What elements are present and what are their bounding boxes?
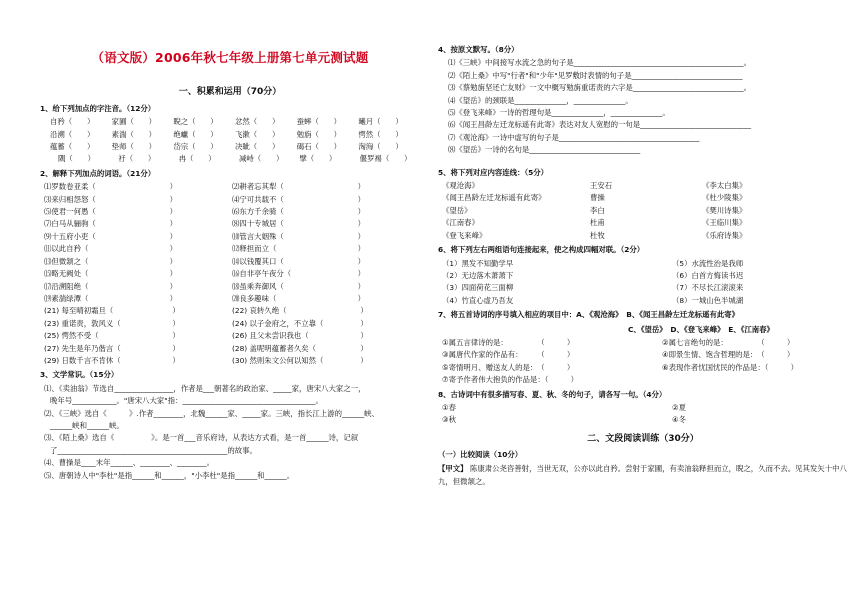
q1-row — [40, 116, 420, 128]
q5-list — [438, 180, 848, 242]
q1-row — [40, 129, 420, 141]
classify-item: ③属唐代作家的作品有： （ ） — [442, 350, 575, 360]
classify-item: ④即景生情、饱含哲理的是： （ ） — [662, 350, 795, 360]
pinyin-item: 冉（ ） — [178, 154, 216, 164]
q2-row — [40, 355, 420, 367]
classify-row — [438, 349, 848, 361]
classify-item: ⑥表现作者忧国忧民的作品是：（ ） — [662, 362, 798, 372]
match-item: 《闻王昌龄左迁龙标遥有此寄》 — [442, 193, 546, 203]
couplet-item: （7）不尽长江滚滚来 — [672, 283, 744, 293]
q2-row — [40, 343, 420, 355]
match-item: 曹操 — [590, 193, 605, 203]
definition-item: (29) 日数千言不肯休（ ） — [44, 355, 180, 365]
couplet-item: （8）一城山色半城湖 — [672, 295, 744, 305]
pinyin-item: 曦月（ ） — [358, 117, 403, 127]
definition-item: ⑼十五府小吏（ ） — [44, 231, 178, 241]
q8-heading: 8、古诗词中有很多描写春、夏、秋、冬的句子，请各写一句。（4分） — [438, 389, 667, 399]
literature-line: ⑶、《陌上桑》选自《 》。是一首___音乐府诗，从表达方式看，是一首______诗，记叙 — [44, 433, 359, 443]
q1-grid — [40, 116, 420, 166]
match-item: 杜甫 — [590, 218, 605, 228]
season-item: ①春 — [442, 402, 457, 412]
definition-item: ⒃自非亭午夜分（ ） — [232, 269, 366, 279]
pinyin-item: 洶洶（ ） — [358, 142, 403, 152]
definition-item: ⑺白马从骊驹（ ） — [44, 219, 178, 229]
dictation-line: ⑸《登飞来峰》一诗的哲理句是______________，______________。 — [448, 108, 670, 118]
definition-item: (23) 重诺责，敦风义（ ） — [44, 318, 180, 328]
dictation-line: ⑺《观沧海》一诗中虚写的句子是______________________________________ — [448, 132, 700, 142]
q1-heading: 1、给下列加点的字注音。（12分） — [40, 103, 156, 113]
pinyin-item: 垫师（ ） — [111, 142, 157, 152]
q2-row — [40, 181, 420, 193]
definition-item: (27) 先生是年乃偕言（ ） — [44, 343, 180, 353]
q2-list — [40, 181, 420, 367]
match-row — [438, 205, 848, 217]
passage-text: 陈康肃公尧咨善射，当世无双，公亦以此自矜。尝射于家圃，有卖油翁释担而立，睨之，久而不去。见其发矢十中八九，但微颔之。 — [438, 463, 847, 486]
couplet-item: （6）白首方悔读书迟 — [672, 270, 744, 280]
match-item: 王安石 — [590, 181, 613, 191]
q1-row — [40, 153, 420, 165]
match-item: 《望岳》 — [442, 205, 472, 215]
right-column — [438, 0, 848, 488]
q7-heading: 7、将五首诗词的序号填入相应的项目中：A、《观沧海》 B、《闻王昌龄左迁龙标遥有此寄》 — [438, 310, 740, 320]
match-row — [438, 217, 848, 229]
literature-line: 晚年号____________。"唐宋八大家"指：____________________________________。 — [50, 396, 323, 406]
pinyin-item: 素湍（ ） — [111, 129, 157, 139]
dictation-line: ⑶《蔡勉旃坚还亡友财》一文中概写勉旃重诺责的六字是______________________________。 — [448, 83, 752, 93]
match-item: 《登飞来峰》 — [442, 230, 487, 240]
definition-item: ⒇良多趣味（ ） — [232, 293, 366, 303]
section2-heading: 二、文段阅读训练（30分） — [587, 433, 699, 444]
dictation-line: ⑻《望岳》一诗的名句是______________________________ — [448, 145, 641, 155]
q2-row — [40, 318, 420, 330]
definition-item: ⑾以此自矜（ ） — [44, 244, 178, 254]
couplet-row — [438, 270, 848, 282]
definition-item: (24) 以子金府之，不立靠（ ） — [232, 318, 368, 328]
match-item: 《杜少陵集》 — [702, 193, 747, 203]
classify-row — [438, 362, 848, 374]
definition-item: ⒂略无阙处（ ） — [44, 269, 178, 279]
literature-line: 了______________________________________________的故事。 — [50, 445, 257, 455]
pinyin-item: 减峙（ ） — [238, 154, 284, 164]
match-item: 《王临川集》 — [702, 218, 747, 228]
pinyin-item: 蚕蟀（ ） — [296, 117, 342, 127]
q2-row — [40, 256, 420, 268]
literature-line: ⑵、《三峡》选自《 》.作者________，北魏______家、_____家。三峡，指长江上游的______峡、 — [44, 408, 379, 418]
q6-list — [438, 258, 848, 308]
match-item: 《乐府诗集》 — [702, 230, 747, 240]
pinyin-item: 忿然（ ） — [235, 117, 280, 127]
q5-heading: 5、将下列对应内容连线：（5分） — [438, 167, 549, 177]
definition-item: ⑻四十专城居（ ） — [232, 219, 366, 229]
definition-item: (25) 愕然不受（ ） — [44, 331, 180, 341]
dictation-line: ⑵《陌上桑》中写"行者"和"少年"见罗敷时表情的句子是______________________________ — [448, 70, 743, 80]
definition-item: (30) 然则朱文公何以知然（ ） — [232, 355, 368, 365]
pinyin-item: 绝巘（ ） — [173, 129, 218, 139]
pinyin-item: 衧（ ） — [118, 154, 156, 164]
q2-row — [40, 268, 420, 280]
left-column — [40, 0, 420, 482]
section1-heading: 一、积累和运用（70分） — [178, 87, 282, 98]
q2-row — [40, 206, 420, 218]
match-item: 杜牧 — [590, 230, 605, 240]
classify-item: ①属五言律诗的是： （ ） — [442, 337, 575, 347]
couplet-row — [438, 295, 848, 307]
classify-row — [438, 337, 848, 349]
match-item: 李白 — [590, 205, 605, 215]
q7-last: ⑦寄予作者伟大抱负的作品是：（ ） — [442, 375, 578, 385]
definition-item: ⑸使君一何愚（ ） — [44, 207, 178, 217]
pinyin-item: 飞漱（ ） — [235, 129, 280, 139]
dictation-line: ⑴《三峡》中间接写水流之急的句子是______________________________________________。 — [448, 58, 752, 68]
definition-item: ⑵耕者忘其犁（ ） — [232, 182, 366, 192]
q1-row — [40, 141, 420, 153]
pinyin-item: 决眦（ ） — [235, 142, 280, 152]
match-item: 《李太白集》 — [702, 181, 747, 191]
definition-item: ⑽管言大姻殊（ ） — [232, 231, 366, 241]
q3-list — [40, 383, 420, 482]
section2-sub-heading: （一）比较阅读（10分） — [438, 450, 523, 460]
couplet-item: （1）黑发不知勤学早 — [442, 258, 514, 268]
definition-item: ⒆素湍绿潭（ ） — [44, 293, 178, 303]
season-row — [438, 402, 848, 414]
q2-heading: 2、解释下列加点的词语。（21分） — [40, 168, 156, 178]
definition-item: ⒁以钱覆其口（ ） — [232, 256, 366, 266]
match-row — [438, 230, 848, 242]
pinyin-item: 偃罗裼（ ） — [359, 154, 412, 164]
definition-item: ⒀但微颔之（ ） — [44, 256, 178, 266]
q2-row — [40, 243, 420, 255]
pinyin-item: 岱宗（ ） — [173, 142, 218, 152]
definition-item: ⑹东方千余骑（ ） — [232, 207, 366, 217]
definition-item: ⒄沿溯阻绝（ ） — [44, 281, 178, 291]
season-item: ②夏 — [672, 402, 687, 412]
pinyin-item: 自矜（ ） — [50, 117, 95, 127]
dictation-line: ⑷《望岳》的颈联是______________，______________。 — [448, 95, 633, 105]
match-row — [438, 192, 848, 204]
literature-line: ⑸、唐朝诗人中"李杜"是指______和______，"小李杜"是指______和______。 — [44, 470, 295, 480]
dictation-line: ⑹《闻王昌龄左迁龙标遥有此寄》表达对友人宽慰的一句是______________________________ — [448, 120, 752, 130]
definition-item: (26) 且父未尝识我也（ ） — [232, 331, 368, 341]
definition-item: (28) 盖呢明蕴蓄者久矣（ ） — [232, 343, 368, 353]
classify-item: ②属七言绝句的是： （ ） — [662, 337, 795, 347]
definition-item: ⑿释担而立（ ） — [232, 244, 366, 254]
classify-item: ⑤寄情明月、赠送友人的是： （ ） — [442, 362, 575, 372]
definition-item: ⑶来归相怨怒（ ） — [44, 194, 178, 204]
pinyin-item: 家圃（ ） — [111, 117, 157, 127]
q2-row — [40, 231, 420, 243]
pinyin-item: 擘（ ） — [299, 154, 337, 164]
literature-line: ______峡和______峡。 — [50, 420, 124, 430]
match-row — [438, 180, 848, 192]
season-item: ③秋 — [442, 415, 457, 425]
couplet-row — [438, 282, 848, 294]
match-item: 《观沧海》 — [442, 181, 479, 191]
pinyin-item: 愕然（ ） — [358, 129, 403, 139]
definition-item: (22) 哀转久绝（ ） — [232, 306, 368, 316]
definition-item: ⒅虽乘奔御风（ ） — [232, 281, 366, 291]
q2-row — [40, 293, 420, 305]
q8-list — [438, 402, 848, 427]
q6-heading: 6、将下列左右两组语句连接起来，使之构成四幅对联。（2分） — [438, 245, 645, 255]
q2-row — [40, 281, 420, 293]
pinyin-item: 隅（ ） — [58, 154, 95, 164]
couplet-item: （4）竹直心虚乃吾友 — [442, 295, 514, 305]
pinyin-item: 睨之（ ） — [173, 117, 218, 127]
couplet-row — [438, 258, 848, 270]
match-item: 《江南春》 — [442, 218, 479, 228]
definition-item: ⑴罗数卷亚柔（ ） — [44, 182, 178, 192]
couplet-item: （3）四面荷花三面柳 — [442, 283, 514, 293]
q4-heading: 4、按原文默写。（8分） — [438, 45, 519, 54]
q2-row — [40, 218, 420, 230]
season-row — [438, 414, 848, 426]
literature-line: ⑴、《卖油翁》节选自________________，作者是___朝著名的政治家、_____家，唐宋八大家之一， — [44, 383, 366, 393]
q2-row — [40, 194, 420, 206]
q7-list — [438, 337, 848, 374]
q7-heading-2: C、《望岳》 D、《登飞来峰》 E、《江南春》 — [628, 324, 774, 334]
season-item: ④冬 — [672, 415, 687, 425]
q4-list — [438, 57, 848, 156]
reading-passage — [438, 462, 848, 488]
q2-row — [40, 305, 420, 317]
definition-item: (21) 每至晴初霜旦（ ） — [44, 306, 180, 316]
pinyin-item: 勉旃（ ） — [296, 129, 342, 139]
exam-title: （语文版）2006年秋七年级上册第七单元测试题 — [91, 50, 369, 65]
pinyin-item: 沿溯（ ） — [50, 129, 95, 139]
pinyin-item: 蕴蓄（ ） — [50, 142, 95, 152]
q2-row — [40, 330, 420, 342]
match-item: 《樊川诗集》 — [702, 205, 747, 215]
definition-item: ⑷宁可共载不（ ） — [232, 194, 366, 204]
literature-line: ⑷、曹操是____末年______、________、________。 — [44, 458, 214, 468]
couplet-item: （5）水流性治是我师 — [672, 258, 744, 268]
passage-label: 【甲文】 — [438, 463, 468, 473]
q3-heading: 3、文学常识。（15分） — [40, 370, 119, 380]
pinyin-item: 碣石（ ） — [296, 142, 342, 152]
couplet-item: （2）无边落木萧萧下 — [442, 270, 514, 280]
